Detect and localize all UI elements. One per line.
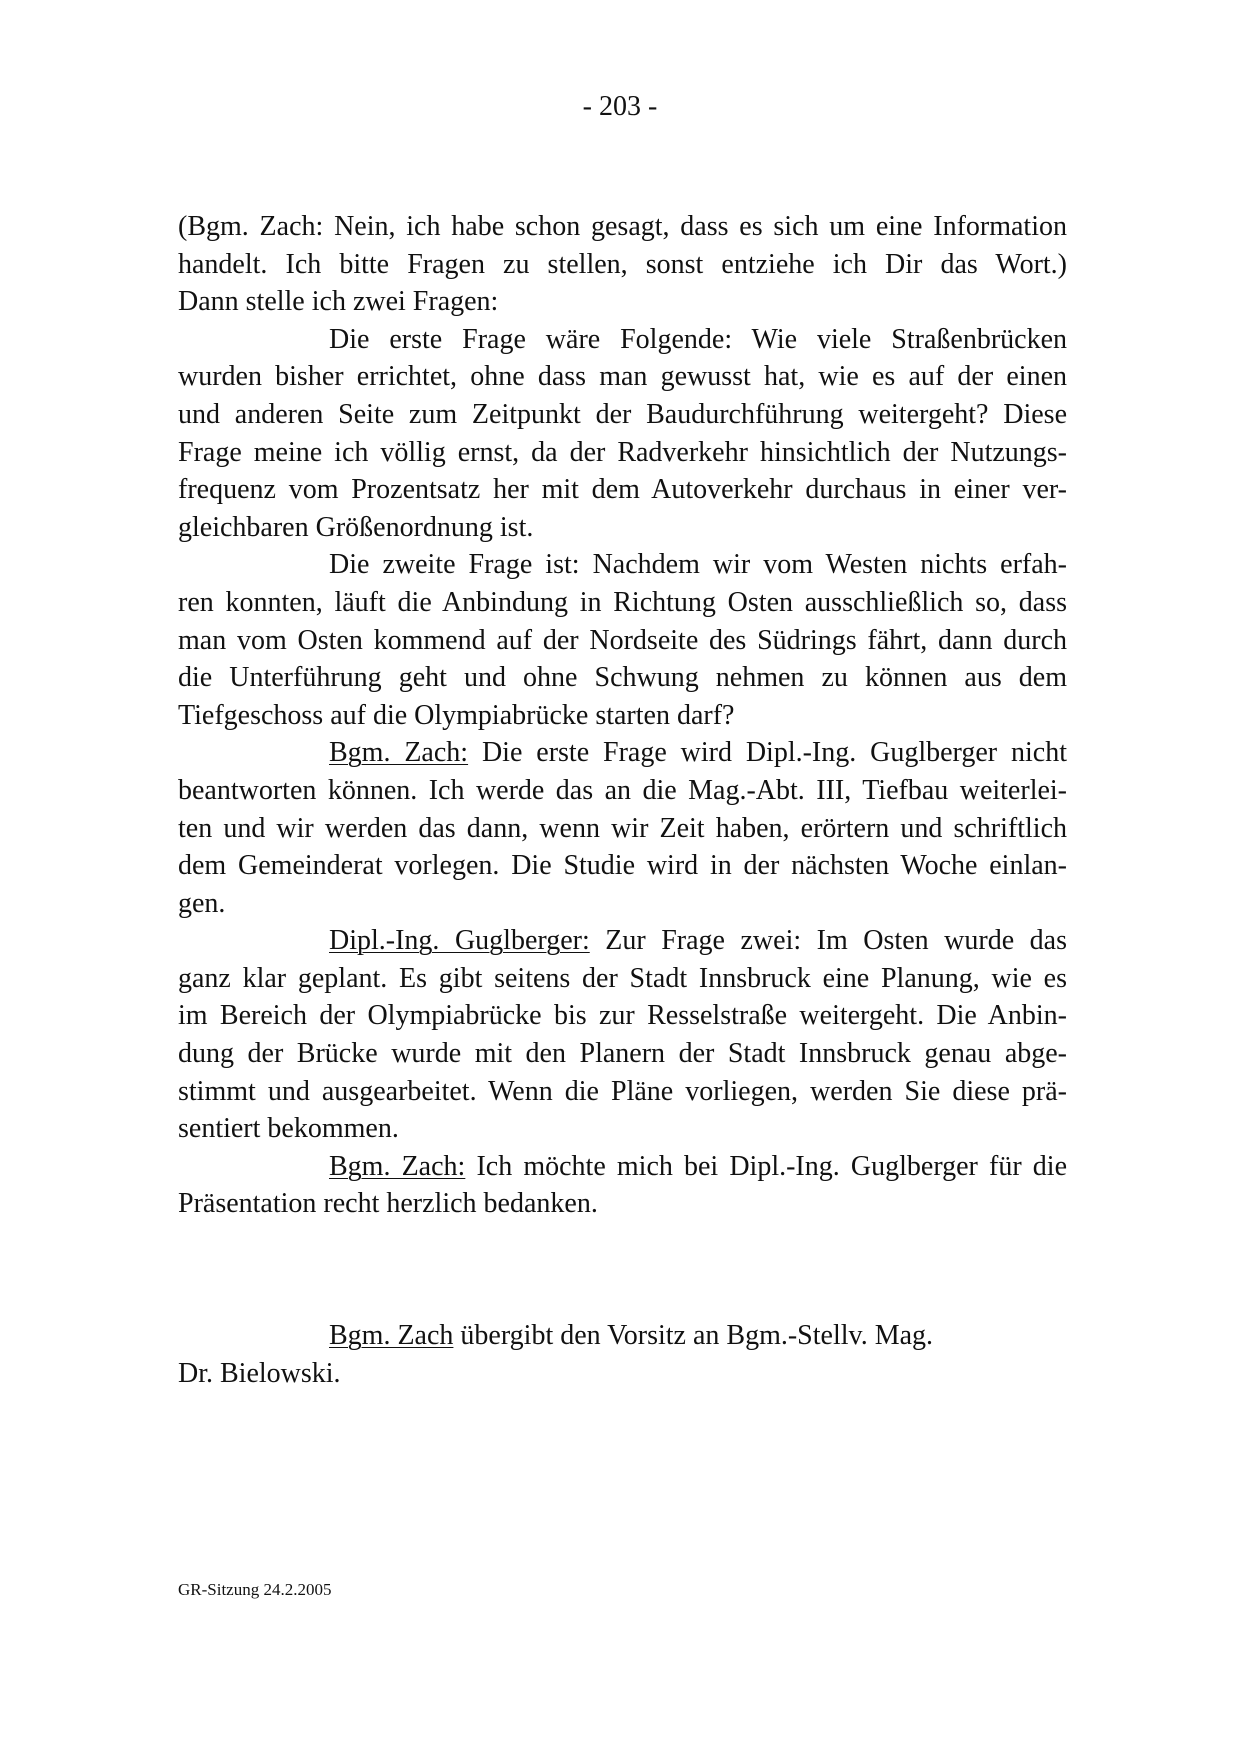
text-line: beantworten können. Ich werde das an die Mag.-Abt. III, Tiefbau weiterlei- — [178, 774, 1067, 806]
text-line: Dann stelle ich zwei Fragen: — [178, 286, 499, 318]
text-line: und anderen Seite zum Zeitpunkt der Baudurchführung weitergeht? Diese — [178, 398, 1067, 430]
statement-text: Ich möchte mich bei Dipl.-Ing. Guglberger für die — [465, 1150, 1067, 1182]
paragraph-gap — [178, 1223, 1067, 1317]
text-line: Präsentation recht herzlich bedanken. — [178, 1188, 598, 1220]
text-line — [178, 922, 1067, 960]
text-line: ren konnten, läuft die Anbindung in Richtung Osten ausschließlich so, dass — [178, 586, 1067, 618]
speaker-name: Bgm. Zach: — [329, 737, 469, 769]
text-line: handelt. Ich bitte Fragen zu stellen, sonst entziehe ich Dir das Wort.) — [178, 248, 1067, 280]
text-line: Die zweite Frage ist: Nachdem wir vom Westen nichts erfah- — [329, 549, 1067, 581]
text-line: Die erste Frage wäre Folgende: Wie viele Straßenbrücken — [329, 323, 1067, 355]
text-line — [178, 1148, 1067, 1186]
text-line — [178, 1317, 1067, 1355]
text-line: stimmt und ausgearbeitet. Wenn die Pläne vorliegen, werden Sie diese prä- — [178, 1075, 1067, 1107]
text-line: Frage meine ich völlig ernst, da der Radverkehr hinsichtlich der Nutzungs- — [178, 436, 1067, 468]
text-line: frequenz vom Prozentsatz her mit dem Autoverkehr durchaus in einer ver- — [178, 474, 1067, 506]
text-line: Dr. Bielowski. — [178, 1357, 341, 1389]
text-line: dung der Brücke wurde mit den Planern der Stadt Innsbruck genau abge- — [178, 1038, 1067, 1070]
page-number: - 203 - — [582, 91, 658, 122]
speaker-name: Bgm. Zach — [329, 1320, 454, 1352]
text-line: dem Gemeinderat vorlegen. Die Studie wird in der nächsten Woche einlan- — [178, 850, 1067, 882]
speaker-name: Dipl.-Ing. Guglberger: — [329, 925, 590, 957]
text-line — [178, 734, 1067, 772]
text-line: (Bgm. Zach: Nein, ich habe schon gesagt, dass es sich um eine Information — [178, 211, 1067, 242]
text-line: gleichbaren Größenordnung ist. — [178, 511, 534, 543]
text-line: sentiert bekommen. — [178, 1113, 399, 1145]
speaker-name: Bgm. Zach: — [329, 1150, 466, 1182]
text-line: gen. — [178, 887, 226, 919]
footer-session-date: GR-Sitzung 24.2.2005 — [178, 1580, 332, 1599]
text-line: ten und wir werden das dann, wenn wir Zeit haben, erörtern und schriftlich — [178, 812, 1067, 844]
body-text — [178, 208, 1067, 1392]
text-line: die Unterführung geht und ohne Schwung nehmen zu können aus dem — [178, 662, 1067, 694]
statement-text: übergibt den Vorsitz an Bgm.-Stellv. Mag. — [453, 1320, 934, 1352]
text-line: im Bereich der Olympiabrücke bis zur Resselstraße weitergeht. Die Anbin- — [178, 1000, 1067, 1032]
statement-text: Zur Frage zwei: Im Osten wurde das — [589, 925, 1067, 957]
text-line: wurden bisher errichtet, ohne dass man gewusst hat, wie es auf der einen — [178, 361, 1067, 393]
text-line: ganz klar geplant. Es gibt seitens der Stadt Innsbruck eine Planung, wie es — [178, 962, 1067, 994]
text-line: man vom Osten kommend auf der Nordseite des Südrings fährt, dann durch — [178, 624, 1067, 656]
statement-text: Die erste Frage wird Dipl.-Ing. Guglberger nicht — [468, 737, 1067, 769]
text-line: Tiefgeschoss auf die Olympiabrücke starten darf? — [178, 699, 735, 731]
